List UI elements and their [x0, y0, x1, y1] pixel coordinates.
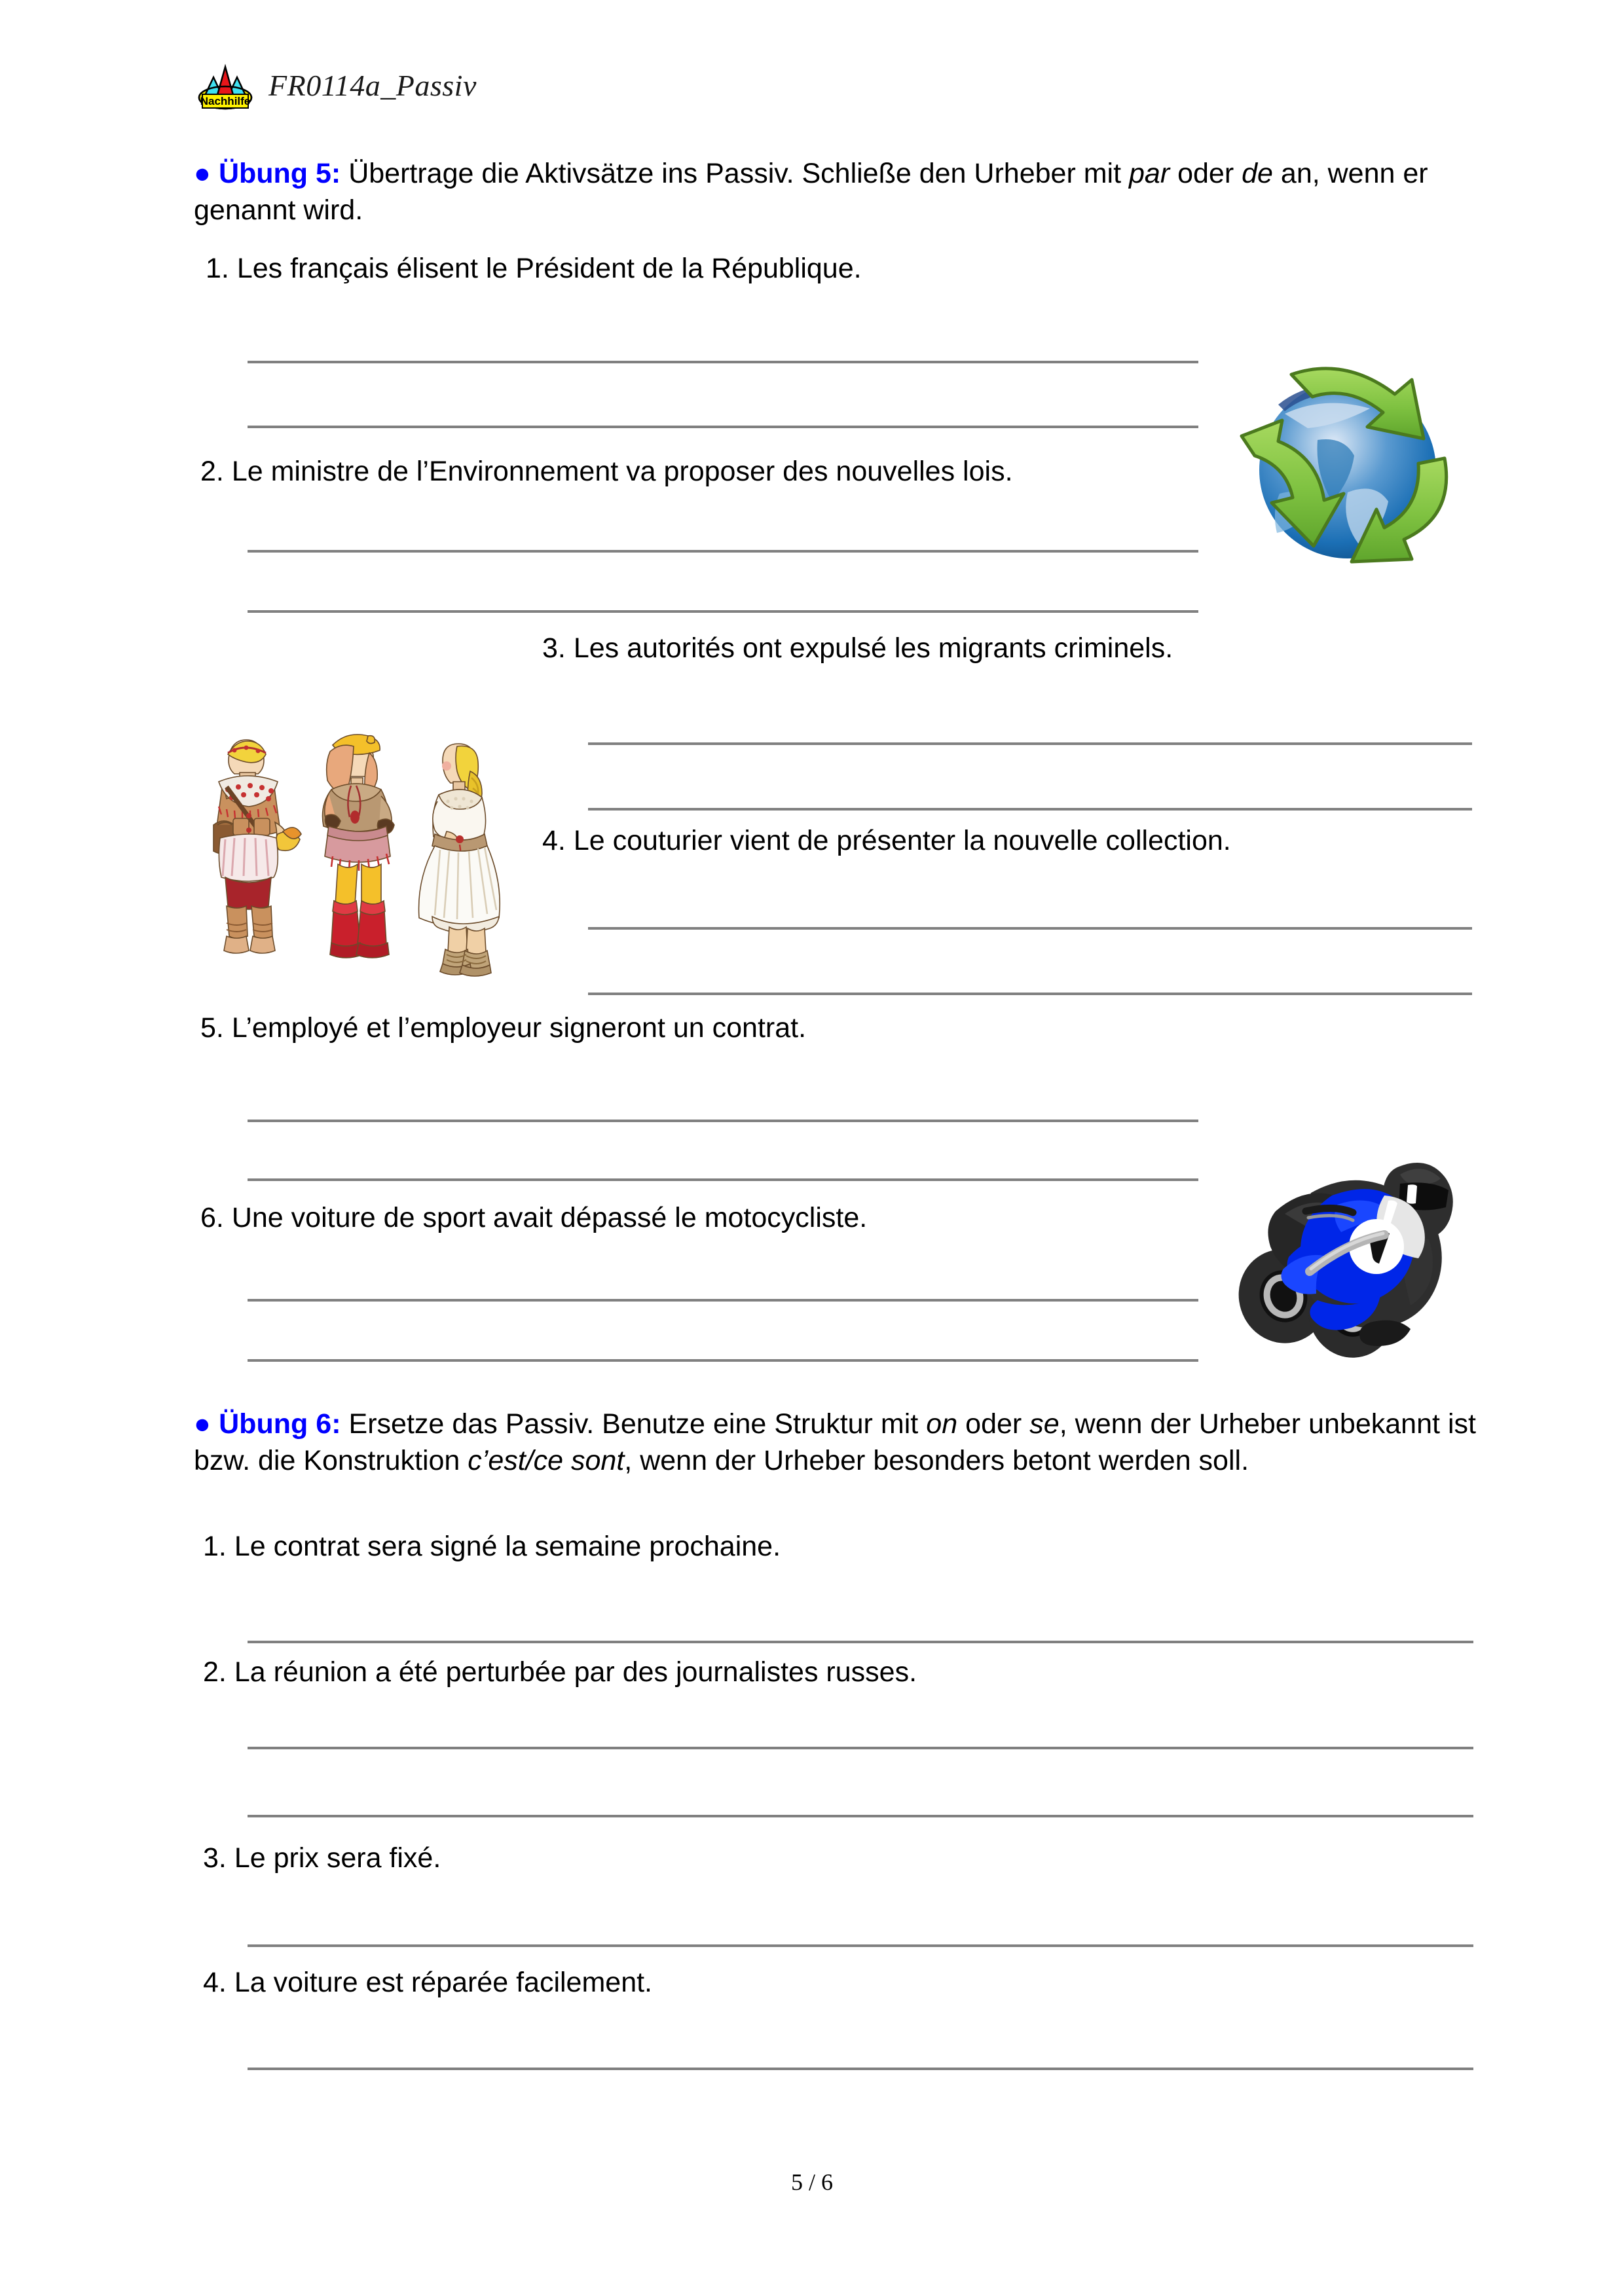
uebung-5-item-6 [200, 1201, 867, 1236]
uebung-5-item-5-number: 5. [200, 1012, 224, 1044]
answer-line-u5-5b[interactable] [248, 1178, 1198, 1181]
answer-line-u5-6b[interactable] [248, 1359, 1198, 1362]
answer-line-u5-3a[interactable] [588, 742, 1472, 745]
uebung-6-item-1 [203, 1529, 781, 1565]
uebung-6-item-2-number: 2. [203, 1656, 227, 1688]
answer-line-u6-2a[interactable] [248, 1747, 1473, 1749]
page-footer [0, 2168, 1624, 2196]
uebung-5-italic-par: par [1128, 158, 1170, 189]
uebung-5-bullet: ● [194, 158, 211, 189]
uebung-6-text-1: Ersetze das Passiv. Benutze eine Struktur mit [341, 1408, 927, 1440]
uebung-5-item-2-text: Le ministre de l’Environnement va proposer des nouvelles lois. [231, 456, 1013, 487]
uebung-5-text-3: an, wenn er genannt wird. [194, 158, 1428, 226]
uebung-5-item-3-number: 3. [542, 632, 566, 664]
uebung-6-italic-on: on [926, 1408, 958, 1440]
uebung-5-item-4-number: 4. [542, 825, 566, 856]
uebung-6-text-3: , wenn der Urheber unbekannt ist bzw. die Konstruktion [194, 1408, 1476, 1476]
uebung-6-item-4 [203, 1965, 652, 2001]
answer-line-u5-2b[interactable] [248, 610, 1198, 613]
uebung-5-item-1 [206, 251, 862, 287]
uebung-6-item-2-text: La réunion a été perturbée par des journalistes russes. [234, 1656, 917, 1688]
answer-line-u6-2b[interactable] [248, 1815, 1473, 1817]
uebung-5-item-6-text: Une voiture de sport avait dépassé le motocycliste. [231, 1202, 868, 1233]
answer-line-u5-4a[interactable] [588, 927, 1472, 930]
uebung-6-text-2: oder [957, 1408, 1030, 1440]
uebung-6-text-4: , wenn der Urheber besonders betont werden soll. [624, 1444, 1249, 1476]
uebung-5-text-2: oder [1170, 158, 1242, 189]
uebung-5-item-1-number: 1. [206, 253, 229, 284]
uebung-5-text-1: Übertrage die Aktivsätze ins Passiv. Schließe den Urheber mit [341, 158, 1129, 189]
uebung-6-italic-cest: c’est/ce sont [468, 1444, 625, 1476]
answer-line-u6-3a[interactable] [248, 1944, 1473, 1947]
uebung-5-instruction [194, 156, 1477, 229]
uebung-5-item-3-text: Les autorités ont expulsé les migrants criminels. [573, 632, 1173, 664]
uebung-6-item-1-text: Le contrat sera signé la semaine prochaine. [234, 1531, 781, 1562]
uebung-6-item-1-number: 1. [203, 1531, 227, 1562]
uebung-5-item-3 [542, 631, 1173, 666]
uebung-6-bullet: ● [194, 1408, 212, 1440]
uebung-6-item-2 [203, 1655, 917, 1690]
racing-motorcycle-image [1213, 1140, 1475, 1358]
answer-line-u6-4a[interactable] [248, 2068, 1473, 2070]
answer-line-u5-3b[interactable] [588, 808, 1472, 811]
answer-line-u5-5a[interactable] [248, 1120, 1198, 1122]
answer-line-u5-1b[interactable] [248, 426, 1198, 428]
uebung-5-item-1-text: Les français élisent le Président de la République. [236, 253, 862, 284]
fashion-figures-image [185, 714, 528, 991]
uebung-5-label: Übung 5: [218, 158, 341, 189]
uebung-6-item-4-number: 4. [203, 1967, 227, 1998]
nachhilfe-logo-icon [196, 60, 254, 110]
answer-line-u5-1a[interactable] [248, 361, 1198, 363]
answer-line-u5-6a[interactable] [248, 1299, 1198, 1302]
uebung-5-italic-de: de [1242, 158, 1273, 189]
answer-line-u5-4b[interactable] [588, 993, 1472, 995]
uebung-5-item-4-text: Le couturier vient de présenter la nouvelle collection. [573, 825, 1231, 856]
uebung-5-item-6-number: 6. [200, 1202, 224, 1233]
uebung-6-item-3-text: Le prix sera fixé. [234, 1842, 441, 1874]
answer-line-u6-1a[interactable] [248, 1641, 1473, 1643]
uebung-6-instruction [194, 1406, 1476, 1480]
uebung-6-item-4-text: La voiture est réparée facilement. [234, 1967, 653, 1998]
page-header [196, 60, 477, 110]
answer-line-u5-2a[interactable] [248, 550, 1198, 553]
uebung-6-item-3 [203, 1841, 441, 1876]
svg-text:Nachhilfe: Nachhilfe [200, 95, 251, 107]
recycling-globe-image [1219, 342, 1469, 579]
uebung-5-item-5-text: L’employé et l’employeur signeront un contrat. [231, 1012, 807, 1044]
document-title: FR0114a_Passiv [268, 68, 477, 102]
page-indicator: 5 / 6 [790, 2169, 833, 2195]
uebung-6-label: Übung 6: [219, 1408, 341, 1440]
uebung-6-italic-se: se [1029, 1408, 1060, 1440]
uebung-5-item-5 [200, 1011, 806, 1046]
uebung-5-item-2-number: 2. [200, 456, 224, 487]
uebung-5-item-2 [200, 454, 1013, 490]
uebung-6-item-3-number: 3. [203, 1842, 227, 1874]
uebung-5-item-4 [542, 824, 1231, 859]
